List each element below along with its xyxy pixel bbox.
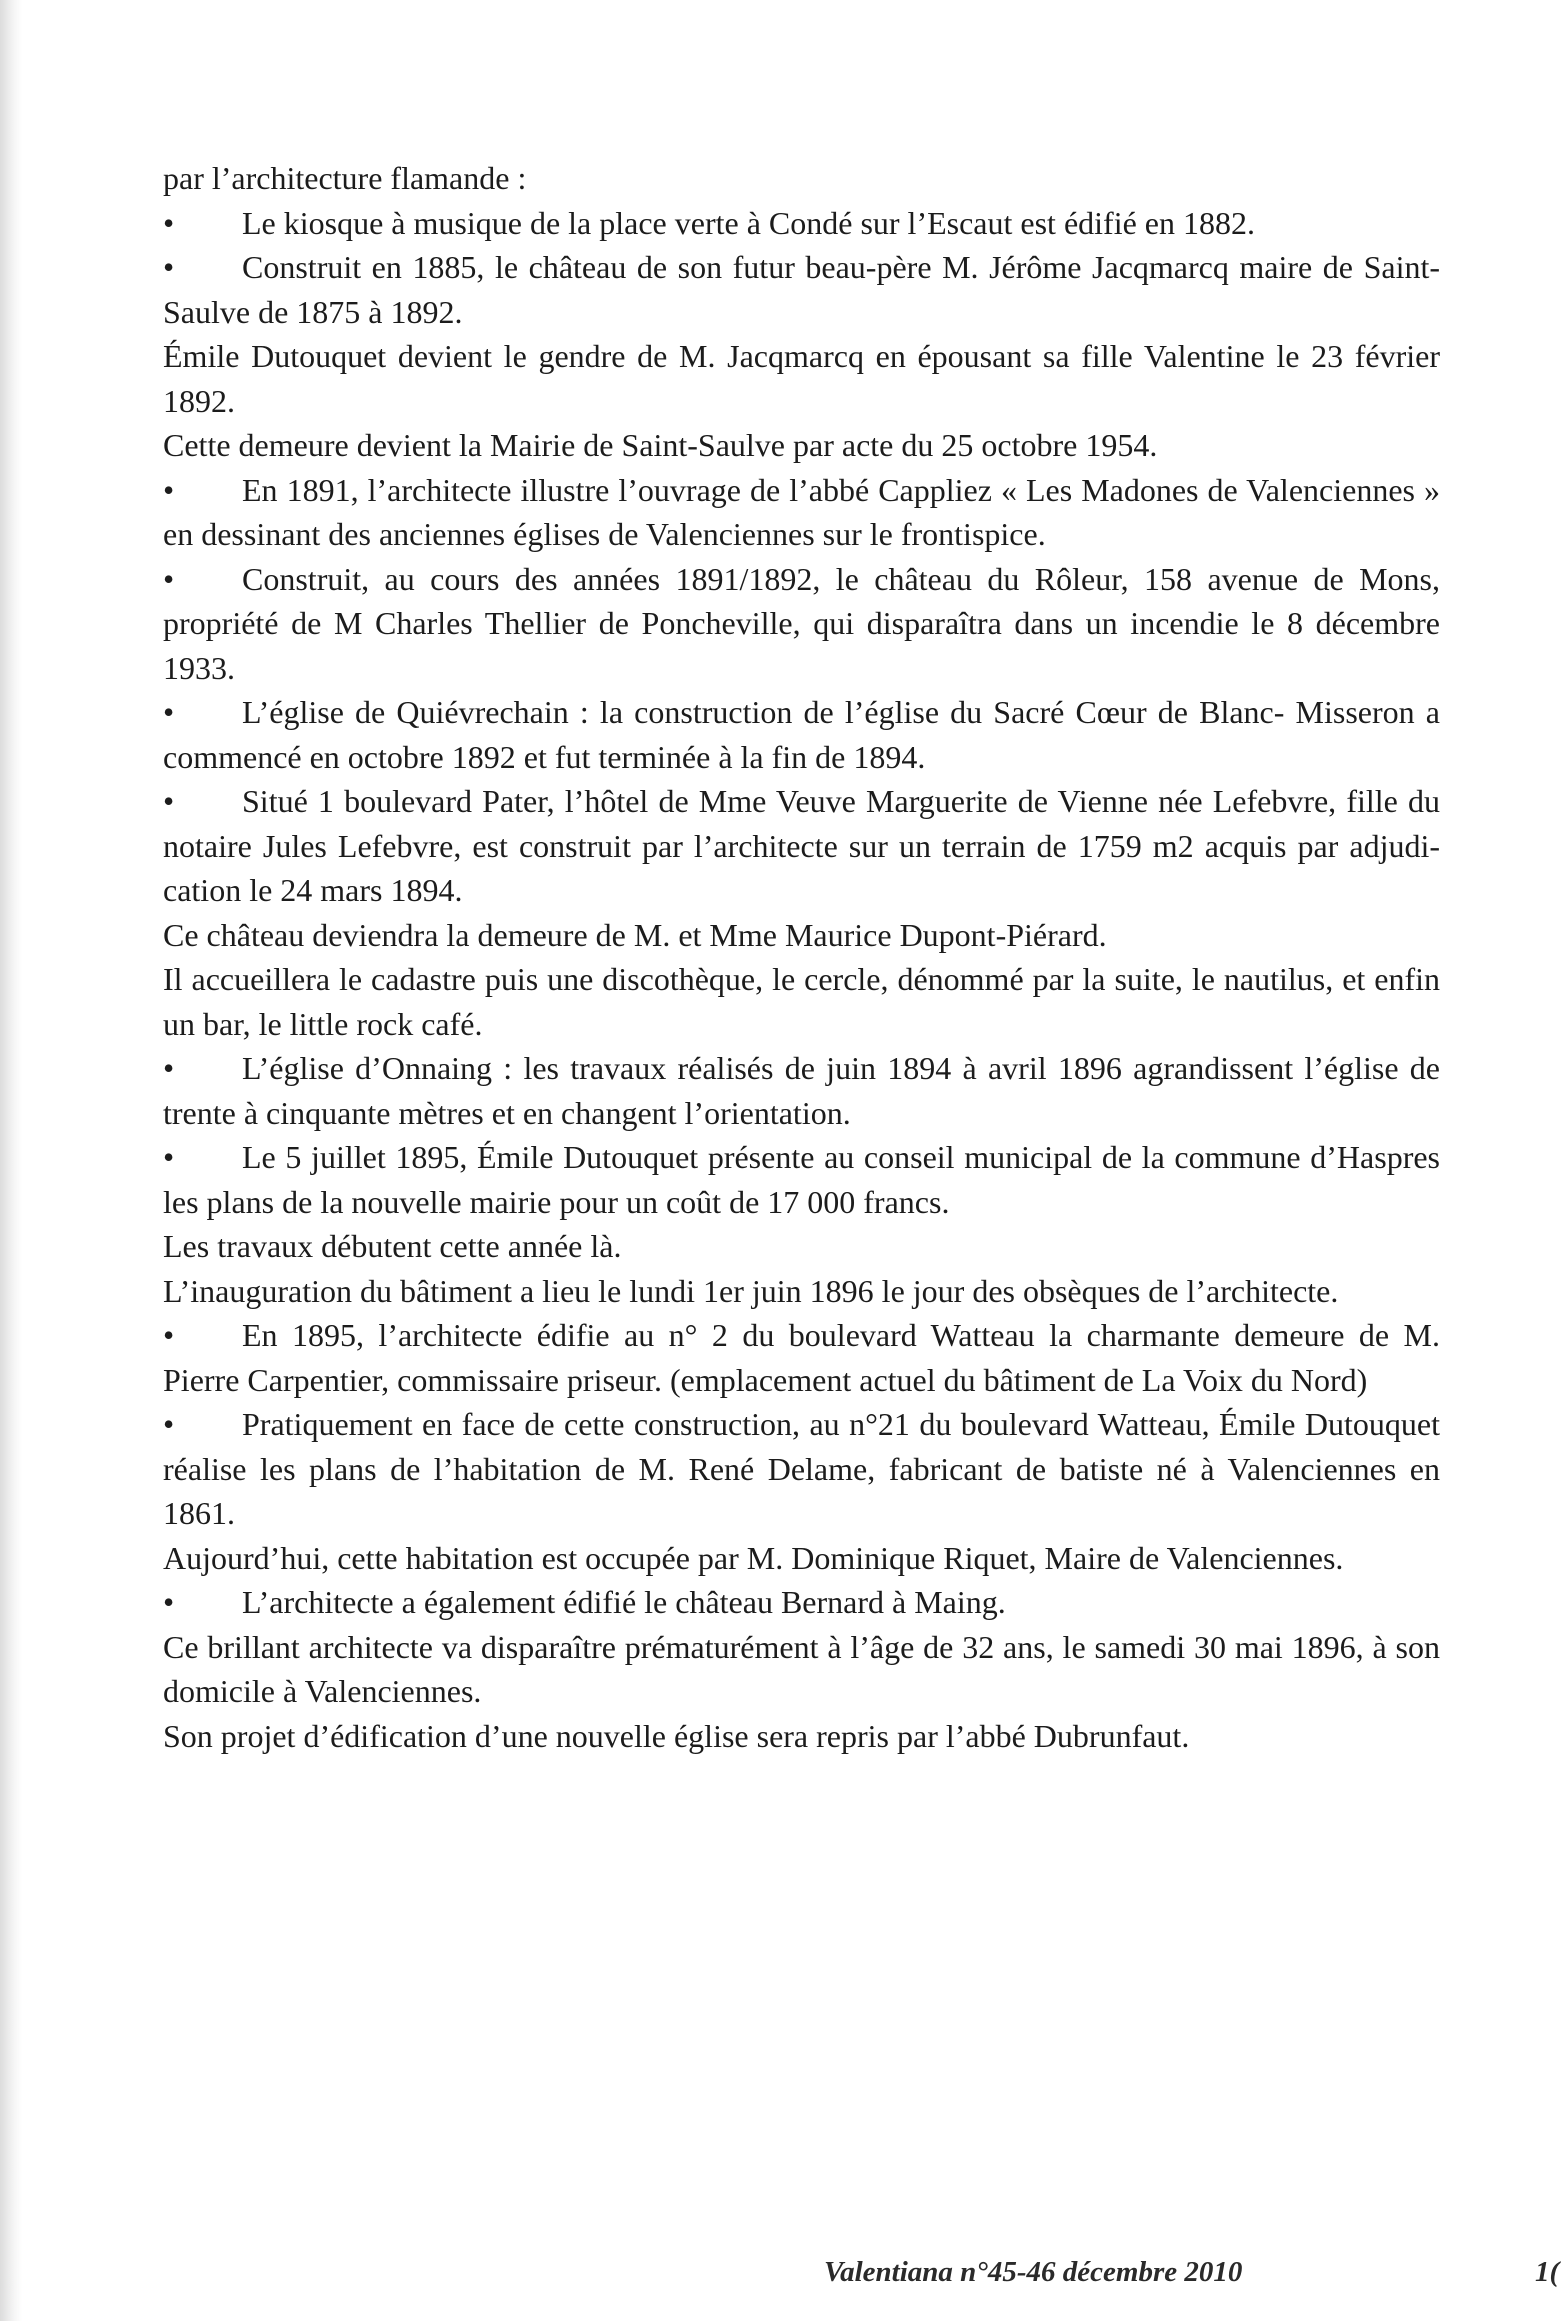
line-text: Construit, au cours des années 1891/1892, le château du Rôleur, 158 avenue de Mons,	[242, 560, 1440, 597]
bullet-icon: •	[163, 1406, 175, 1442]
text-line: commencé en octobre 1892 et fut terminée à la fin de 1894.	[163, 738, 926, 775]
text-line: domicile à Valenciennes.	[163, 1673, 482, 1709]
text-line: Émile Dutouquet devient le gendre de M. Jacqmarcq en épousant sa fille Valentine le 23 février	[163, 338, 1440, 374]
bullet-icon: •	[163, 1317, 175, 1353]
text-line: Cette demeure devient la Mairie de Saint-Saulve par acte du 25 octobre 1954.	[163, 427, 1158, 463]
bullet-icon: •	[163, 471, 175, 508]
bullet-item-line	[163, 1046, 1440, 1091]
line-text: Le kiosque à musique de la place verte à Condé sur l’Escaut est édifié en 1882.	[242, 204, 1255, 241]
text-line: cation le 24 mars 1894.	[163, 872, 463, 908]
bullet-item-line	[163, 1313, 1440, 1358]
line-text: Situé 1 boulevard Pater, l’hôtel de Mme Veuve Marguerite de Vienne née Lefebvre, fille du	[242, 783, 1440, 819]
text-line: par l’architecture flamande :	[163, 160, 527, 196]
text-line: Aujourd’hui, cette habitation est occupée par M. Dominique Riquet, Maire de Valenciennes.	[163, 1539, 1344, 1576]
text-line: L’inauguration du bâtiment a lieu le lundi 1er juin 1896 le jour des obsèques de l’architecte.	[163, 1272, 1339, 1309]
bullet-item-line	[163, 245, 1440, 290]
bullet-item-line	[163, 468, 1440, 513]
text-line: les plans de la nouvelle mairie pour un coût de 17 000 francs.	[163, 1183, 950, 1220]
text-line: propriété de M Charles Thellier de Poncheville, qui disparaîtra dans un incendie le 8 décembre	[163, 605, 1440, 641]
text-line: notaire Jules Lefebvre, est construit par l’architecte sur un terrain de 1759 m2 acquis par adjudi-	[163, 827, 1440, 864]
body-text	[163, 156, 1440, 1758]
text-line: en dessinant des anciennes églises de Valenciennes sur le frontispice.	[163, 516, 1046, 552]
text-line: Ce brillant architecte va disparaître prématurément à l’âge de 32 ans, le samedi 30 mai 1896, à son	[163, 1628, 1440, 1665]
footer-publication: Valentiana n°45-46 décembre 2010	[824, 2256, 1243, 2288]
line-text: En 1895, l’architecte édifie au n° 2 du boulevard Watteau la charmante demeure de M.	[242, 1317, 1440, 1353]
bullet-icon: •	[163, 1139, 175, 1175]
bullet-item-line	[163, 201, 1440, 246]
bullet-item-line	[163, 1135, 1440, 1180]
text-line: Les travaux débutent cette année là.	[163, 1228, 622, 1264]
line-text: En 1891, l’architecte illustre l’ouvrage de l’abbé Cappliez « Les Madones de Valenciennes »	[242, 471, 1440, 508]
text-line: un bar, le little rock café.	[163, 1005, 483, 1042]
bullet-icon: •	[163, 694, 175, 730]
bullet-item-line	[163, 1402, 1440, 1447]
bullet-icon: •	[163, 560, 175, 597]
bullet-item-line	[163, 690, 1440, 735]
bullet-item-line	[163, 779, 1440, 824]
line-text: Le 5 juillet 1895, Émile Dutouquet présente au conseil municipal de la commune d’Haspres	[242, 1139, 1440, 1175]
line-text: L’église d’Onnaing : les travaux réalisés de juin 1894 à avril 1896 agrandissent l’église de	[242, 1050, 1440, 1086]
line-text: Construit en 1885, le château de son futur beau-père M. Jérôme Jacqmarcq maire de Saint-	[242, 249, 1440, 285]
text-line: Saulve de 1875 à 1892.	[163, 293, 463, 330]
page-edge-shadow	[0, 0, 22, 2321]
line-text: Pratiquement en face de cette construction, au n°21 du boulevard Watteau, Émile Dutouquet	[242, 1406, 1440, 1442]
line-text: L’architecte a également édifié le château Bernard à Maing.	[242, 1584, 1006, 1620]
bullet-icon: •	[163, 783, 175, 819]
bullet-icon: •	[163, 1584, 175, 1620]
text-line: Ce château deviendra la demeure de M. et Mme Maurice Dupont-Piérard.	[163, 916, 1107, 953]
bullet-item-line	[163, 557, 1440, 602]
text-line: réalise les plans de l’habitation de M. René Delame, fabricant de batiste né à Valenciennes en	[163, 1450, 1440, 1487]
bullet-icon: •	[163, 204, 175, 241]
text-line: 1892.	[163, 382, 235, 419]
text-line: 1933.	[163, 649, 235, 686]
bullet-icon: •	[163, 249, 175, 285]
bullet-item-line	[163, 1580, 1440, 1625]
page-number: 1(	[1535, 2256, 1560, 2288]
text-line: Son projet d’édification d’une nouvelle église sera repris par l’abbé Dubrunfaut.	[163, 1717, 1190, 1754]
text-line: trente à cinquante mètres et en changent l’orientation.	[163, 1094, 851, 1131]
bullet-icon: •	[163, 1050, 175, 1086]
line-text: L’église de Quiévrechain : la construction de l’église du Sacré Cœur de Blanc- Misseron a	[242, 694, 1440, 730]
text-line: Il accueillera le cadastre puis une discothèque, le cercle, dénommé par la suite, le nautilus, et enfin	[163, 961, 1440, 997]
text-line: 1861.	[163, 1495, 235, 1531]
text-line: Pierre Carpentier, commissaire priseur. (emplacement actuel du bâtiment de La Voix du Nord)	[163, 1361, 1368, 1398]
